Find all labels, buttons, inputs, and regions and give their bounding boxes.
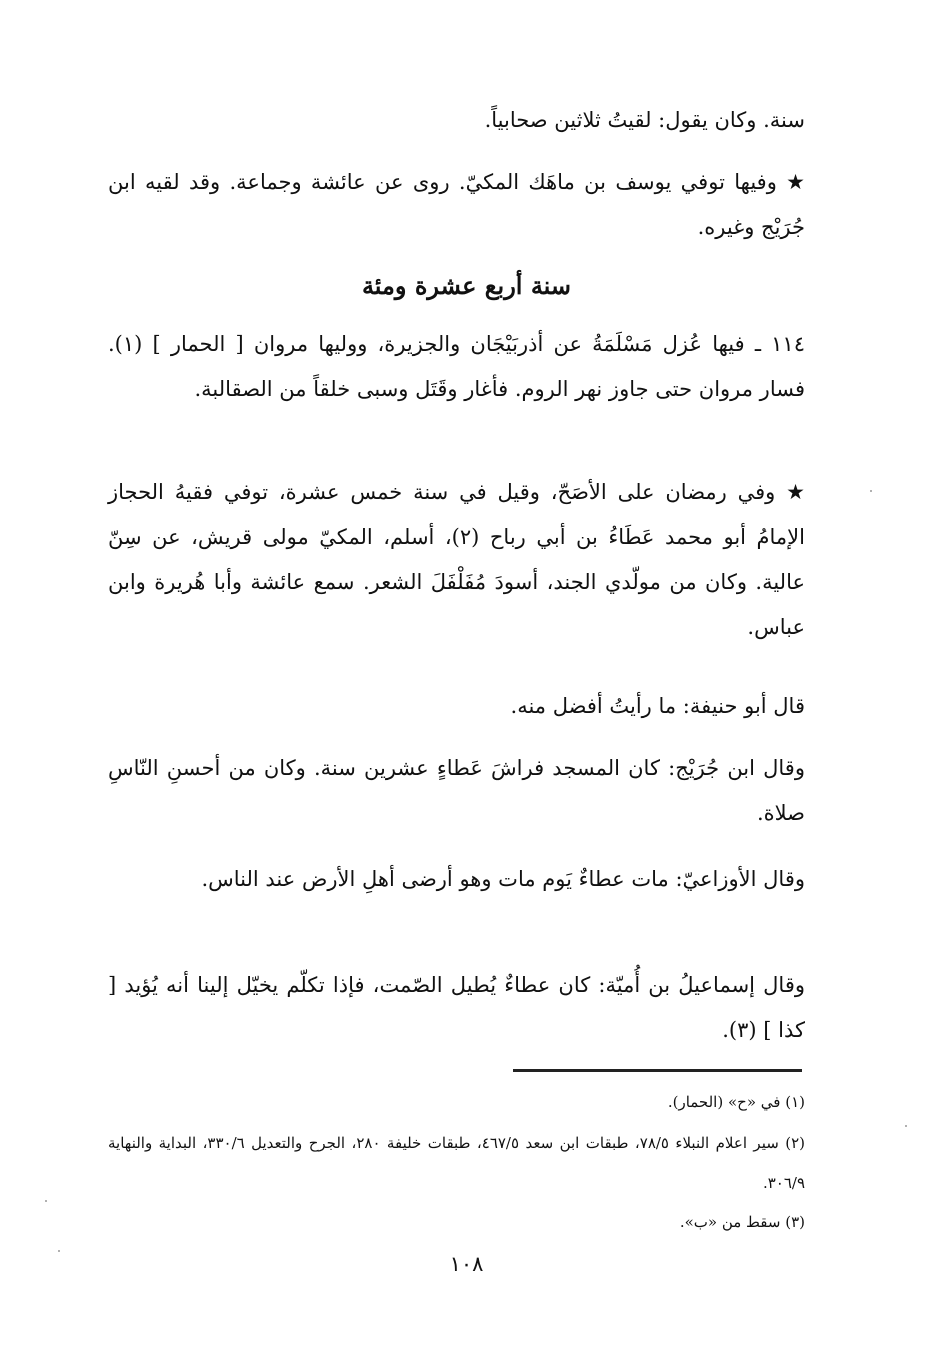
footnote-1: (١) في «ح» (الحمار). [667,1093,805,1111]
paragraph-continuation: سنة. وكان يقول: لقيتُ ثلاثين صحابياً. [484,108,805,132]
scan-speck [58,1250,60,1252]
paragraph-year-114: ١١٤ ـ فيها عُزل مَسْلَمَةُ عن أذربَيْجَان والجزيرة، ووليها مروان [ الحمار ] (١). فسار مروان حتى جاوز نهر الروم. فأغار وقَتَل وسبى خلقاً من الصقالبة. [108,332,805,401]
footnote-2: (٢) سير اعلام النبلاء ٧٨/٥، طبقات ابن سعد ٤٦٧/٥، طبقات خليفة ٢٨٠، الجرح والتعديل ٣٣٠/٦، البداية والنهاية ٣٠٦/٩. [108,1134,805,1192]
paragraph-ibn-jurayj-quote: وقال ابن جُرَيْج: كان المسجد فراشَ عَطاءٍ عشرين سنة. وكان من أحسنِ النّاسِ صلاة. [108,756,805,825]
footnote-3: (٣) سقط من «ب». [679,1213,805,1231]
footnote-divider [513,1069,802,1072]
paragraph-awzai-quote: وقال الأوزاعيّ: مات عطاءٌ يَوم مات وهو أرضى أهلِ الأرض عند الناس. [201,867,805,891]
scan-speck [905,1125,907,1127]
paragraph-ata-ibn-abi-rabah: ★ وفي رمضان على الأصَحّ، وقيل في سنة خمس عشرة، توفي فقيهُ الحجاز الإمامُ أبو محمد عَطَاءُ بن أبي رباح (٢)، أسلم، المكيّ مولى قريش، عن سِنّ عالية. وكان من مولّدي الجند، أسودَ مُفَلْفَلَ الشعر. سمع عائشة وأبا هُريرة وابن عباس. [108,480,805,639]
page-number: ١٠٨ [449,1252,484,1276]
paragraph-abu-hanifa-quote: قال أبو حنيفة: ما رأيتُ أفضل منه. [510,694,805,718]
section-heading: سنة أربع عشرة ومئة [361,271,572,300]
paragraph-yusuf-ibn-mahak: ★ وفيها توفي يوسف بن ماهَك المكيّ. روى عن عائشة وجماعة. وقد لقيه ابن جُرَيْج وغيره. [108,170,805,239]
scan-speck [45,1200,47,1202]
paragraph-ismail-quote: وقال إسماعيلُ بن أُميّة: كان عطاءٌ يُطيل الصّمت، فإذا تكلّم يخيّل إلينا أنه يُؤيد [ كذا ] (٣). [108,973,805,1042]
scan-speck [870,490,872,492]
